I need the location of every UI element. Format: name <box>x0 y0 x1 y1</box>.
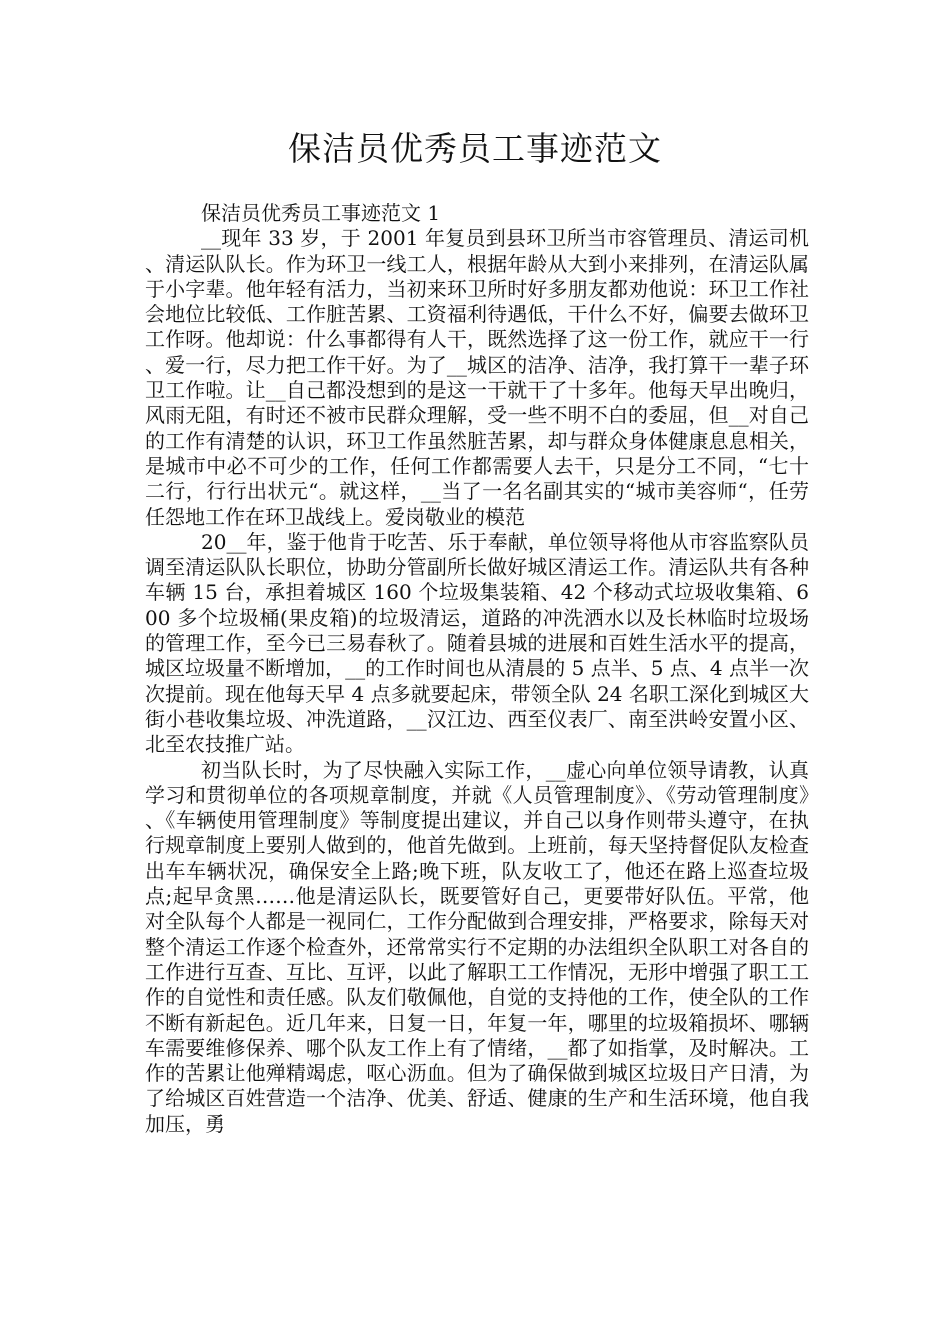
paragraph-1: __现年 33 岁，于 2001 年复员到县环卫所当市容管理员、清运司机、清运队队长。作为环卫一线工人，根据年龄从大到小来排列，在清运队属于小字辈。他年轻有活力，当初来环卫所时好多朋友都劝他说：环卫工作社会地位比较低、工作脏苦累、工资福利待遇低，干什么不好，偏要去做环卫工作呀。他却说：什么事都得有人干，既然选择了这一份工作，就应干一行、爱一行，尽力把工作干好。为了__城区的洁净、洁净，我打算干一辈子环卫工作啦。让__自己都没想到的是这一干就干了十多年。他每天早出晚归，风雨无阻，有时还不被市民群众理解，受一些不明不白的委屈，但__对自己的工作有清楚的认识，环卫工作虽然脏苦累，却与群众身体健康息息相关，是城市中必不可少的工作，任何工作都需要人去干，只是分工不同，“七十二行，行行出状元“。就这样，__当了一名名副其实的“城市美容师“，任劳任怨地工作在环卫战线上。爱岗敬业的模范 <box>145 226 809 529</box>
paragraph-3: 初当队长时，为了尽快融入实际工作，__虚心向单位领导请教，认真学习和贯彻单位的各项规章制度，并就《人员管理制度》、《劳动管理制度》、《车辆使用管理制度》等制度提出建议，并自己以身作则带头遵守，在执行规章制度上要别人做到的，他首先做到。上班前，每天坚持督促队友检查出车车辆状况，确保安全上路;晚下班，队友收工了，他还在路上巡查垃圾点;起早贪黑……他是清运队长，既要管好自己，更要带好队伍。平常，他对全队每个人都是一视同仁，工作分配做到合理安排，严格要求，除每天对整个清运工作逐个检查外，还常常实行不定期的办法组织全队职工对各自的工作进行互查、互比、互评，以此了解职工工作情况，无形中增强了职工工作的自觉性和责任感。队友们敬佩他，自觉的支持他的工作，使全队的工作不断有新起色。近几年来，日复一日，年复一年，哪里的垃圾箱损坏、哪辆车需要维修保养、哪个队友工作上有了情绪，__都了如指掌，及时解决。工作的苦累让他殚精竭虑，呕心沥血。但为了确保做到城区垃圾日产日清，为了给城区百姓营造一个洁净、优美、舒适、健康的生产和生活环境，他自我加压，勇 <box>145 757 809 1136</box>
document-title: 保洁员优秀员工事迹范文 <box>288 129 662 168</box>
document-body <box>145 201 809 1137</box>
section-subheading: 保洁员优秀员工事迹范文 1 <box>201 201 441 225</box>
paragraph-2: 20__年，鉴于他肯于吃苦、乐于奉献，单位领导将他从市容监察队员调至清运队队长职位，协助分管副所长做好城区清运工作。清运队共有各种车辆 15 台，承担着城区 160 个垃圾集装箱、42 个移动式垃圾收集箱、600 多个垃圾桶(果皮箱)的垃圾清运，道路的冲洗洒水以及长林临时垃圾场的管理工作，至今已三易春秋了。随着县城的进展和百姓生活水平的提高，城区垃圾量不断增加，__的工作时间也从清晨的 5 点半、5 点、4 点半一次次提前。现在他每天早 4 点多就要起床，带领全队 24 名职工深化到城区大街小巷收集垃圾、冲洗道路，__汉江边、西至仪表厂、南至洪岭安置小区、北至农技推广站。 <box>145 529 809 757</box>
